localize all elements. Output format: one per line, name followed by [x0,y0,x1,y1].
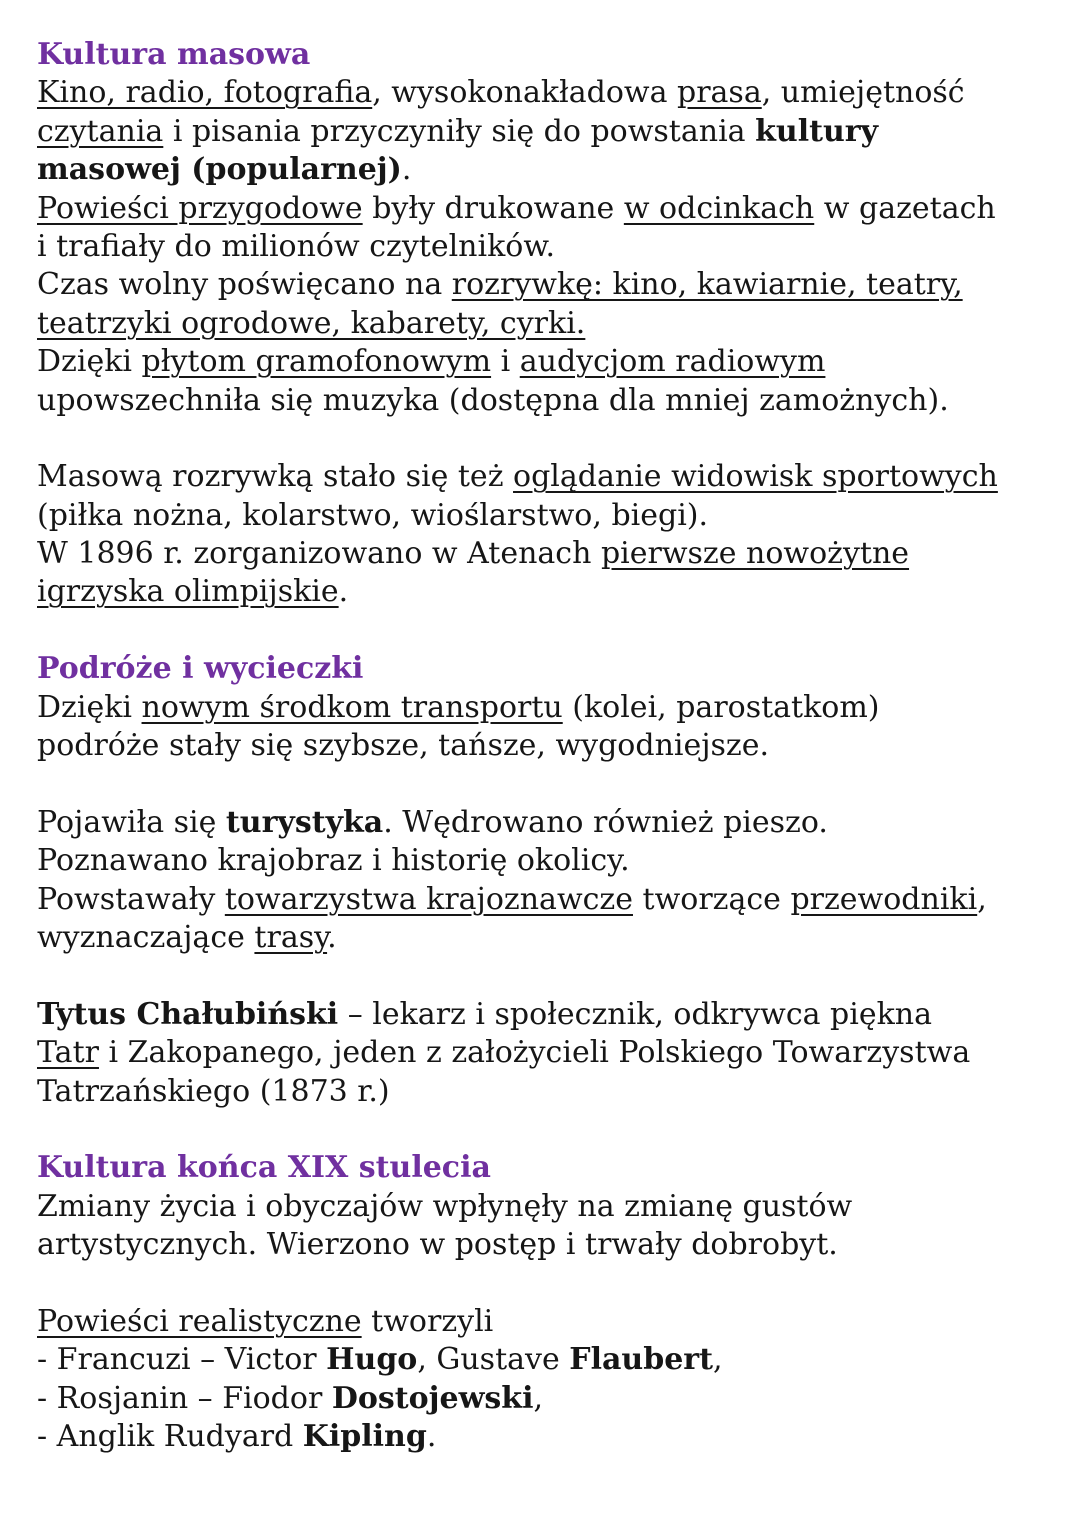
text-line [37,151,1067,189]
underlined-term: oglądanie widowisk sportowych [513,459,998,495]
text-segment: , Gustave [417,1342,570,1378]
underlined-term: igrzyska olimpijskie [37,574,339,610]
list-item [37,1418,1067,1456]
text-segment: . [401,152,412,188]
section-podroze-i-wycieczki [37,650,1067,1111]
text-line [37,497,1067,535]
underlined-term: Powieści przygodowe [37,190,363,226]
text-segment: Poznawano krajobraz i historię okolicy. [37,843,630,879]
text-line [37,996,1067,1034]
underlined-term: pierwsze nowożytne [600,536,910,572]
text-line [37,266,1067,304]
bold-term: Hugo [326,1342,418,1378]
text-segment: (piłka nożna, kolarstwo, wioślarstwo, biegi). [37,497,709,533]
section-kultura-masowa [37,36,1067,612]
underlined-term: przewodniki [790,881,978,917]
text-line [37,1034,1067,1072]
text-line [37,919,1067,957]
text-segment: Tatrzańskiego (1873 r.) [37,1073,390,1109]
text-segment: , [977,881,987,917]
bold-term: turystyka [225,804,384,840]
text-line [37,190,1067,228]
text-segment: i [491,344,520,380]
text-segment: i trafiały do milionów czytelników. [37,228,555,264]
paragraph [37,689,1067,766]
text-segment: . [338,574,349,610]
text-line [37,573,1067,611]
bold-term: Kipling [302,1419,427,1455]
text-line [37,458,1067,496]
section-kultura-konca-xix-stulecia [37,1149,1067,1456]
blank-line [37,957,1067,995]
paragraph [37,804,1067,958]
blank-line [37,1265,1067,1303]
text-segment: upowszechniła się muzyka (dostępna dla mniej zamożnych). [37,382,949,418]
underlined-term: płytom gramofonowym [141,344,492,380]
text-segment: artystycznych. Wierzono w postęp i trwały dobrobyt. [37,1227,838,1263]
text-segment: , wysokonakładowa [372,75,677,111]
text-segment: podróże stały się szybsze, tańsze, wygodniejsze. [37,728,770,764]
text-segment: W 1896 r. zorganizowano w Atenach [37,536,601,572]
text-line [37,804,1067,842]
text-line [37,113,1067,151]
text-line [37,842,1067,880]
text-segment: Czas wolny poświęcano na [37,267,452,303]
paragraph [37,996,1067,1111]
underlined-term: Powieści realistyczne [37,1303,362,1339]
text-segment: tworzyli [361,1303,494,1339]
text-segment: , [533,1380,544,1416]
section-heading: Podróże i wycieczki [37,651,364,687]
text-segment: - Rosjanin – Fiodor [37,1380,332,1416]
paragraph [37,74,1067,420]
text-segment: - Francuzi – Victor [37,1342,327,1378]
underlined-term: nowym środkom transportu [141,689,563,725]
text-line [37,228,1067,266]
underlined-term: teatrzyki ogrodowe, kabarety, cyrki. [37,305,586,341]
underlined-term: prasa [677,75,762,111]
text-line [37,74,1067,112]
text-segment: , umiejętność [761,75,965,111]
underlined-term: w odcinkach [623,190,815,226]
text-segment: . [327,920,337,956]
text-segment: były drukowane [362,190,624,226]
text-line [37,1226,1067,1264]
underlined-term: Tatr [37,1035,99,1071]
text-line [37,343,1067,381]
section-heading: Kultura końca XIX stulecia [37,1150,491,1186]
text-line [37,1188,1067,1226]
text-segment: Powstawały [37,881,225,917]
text-line [37,305,1067,343]
underlined-term: Kino, radio, fotografia [37,75,373,111]
text-segment: Zmiany życia i obyczajów wpłynęły na zmianę gustów [37,1188,853,1224]
list-item [37,1380,1067,1418]
text-segment: Dzięki [37,689,142,725]
text-line [37,689,1067,727]
text-line [37,1073,1067,1111]
blank-line [37,612,1067,650]
text-segment: Pojawiła się [37,804,226,840]
bold-term: Dostojewski [331,1380,534,1416]
underlined-term: audycjom radiowym [519,344,826,380]
section-heading: Kultura masowa [37,37,311,72]
paragraph [37,1188,1067,1265]
text-segment: (kolei, parostatkom) [562,689,880,725]
bold-term: kultury [755,113,878,149]
text-segment: w gazetach [814,190,996,226]
paragraph [37,1303,1067,1457]
underlined-term: czytania [37,113,164,149]
text-segment: tworzące [632,881,791,917]
text-segment: wyznaczające [37,920,255,956]
text-segment: Masową rozrywką stało się też [37,459,514,495]
text-line [37,727,1067,765]
blank-line [37,420,1067,458]
text-line [37,1303,1067,1341]
text-line [37,382,1067,420]
bold-term: Flaubert [569,1342,713,1378]
paragraph [37,458,1067,612]
text-segment: Dzięki [37,344,142,380]
underlined-term: towarzystwa krajoznawcze [224,881,633,917]
underlined-term: trasy [254,920,328,956]
text-segment: i pisania przyczyniły się do powstania [163,113,756,149]
text-segment: , [712,1342,723,1378]
text-segment: - Anglik Rudyard [37,1419,303,1455]
list-item [37,1341,1067,1379]
underlined-term: rozrywkę: kino, kawiarnie, teatry, [451,267,963,303]
text-segment: . Wędrowano również pieszo. [383,804,828,840]
text-segment: – lekarz i społecznik, odkrywca piękna [338,996,932,1032]
bold-term: Tytus Chałubiński [37,996,339,1032]
text-segment: . [426,1419,437,1455]
blank-line [37,1111,1067,1149]
bold-term: masowej (popularnej) [37,152,402,188]
document-page [37,36,1067,1457]
blank-line [37,765,1067,803]
text-line [37,535,1067,573]
text-segment: i Zakopanego, jeden z założycieli Polskiego Towarzystwa [98,1035,971,1071]
text-line [37,881,1067,919]
